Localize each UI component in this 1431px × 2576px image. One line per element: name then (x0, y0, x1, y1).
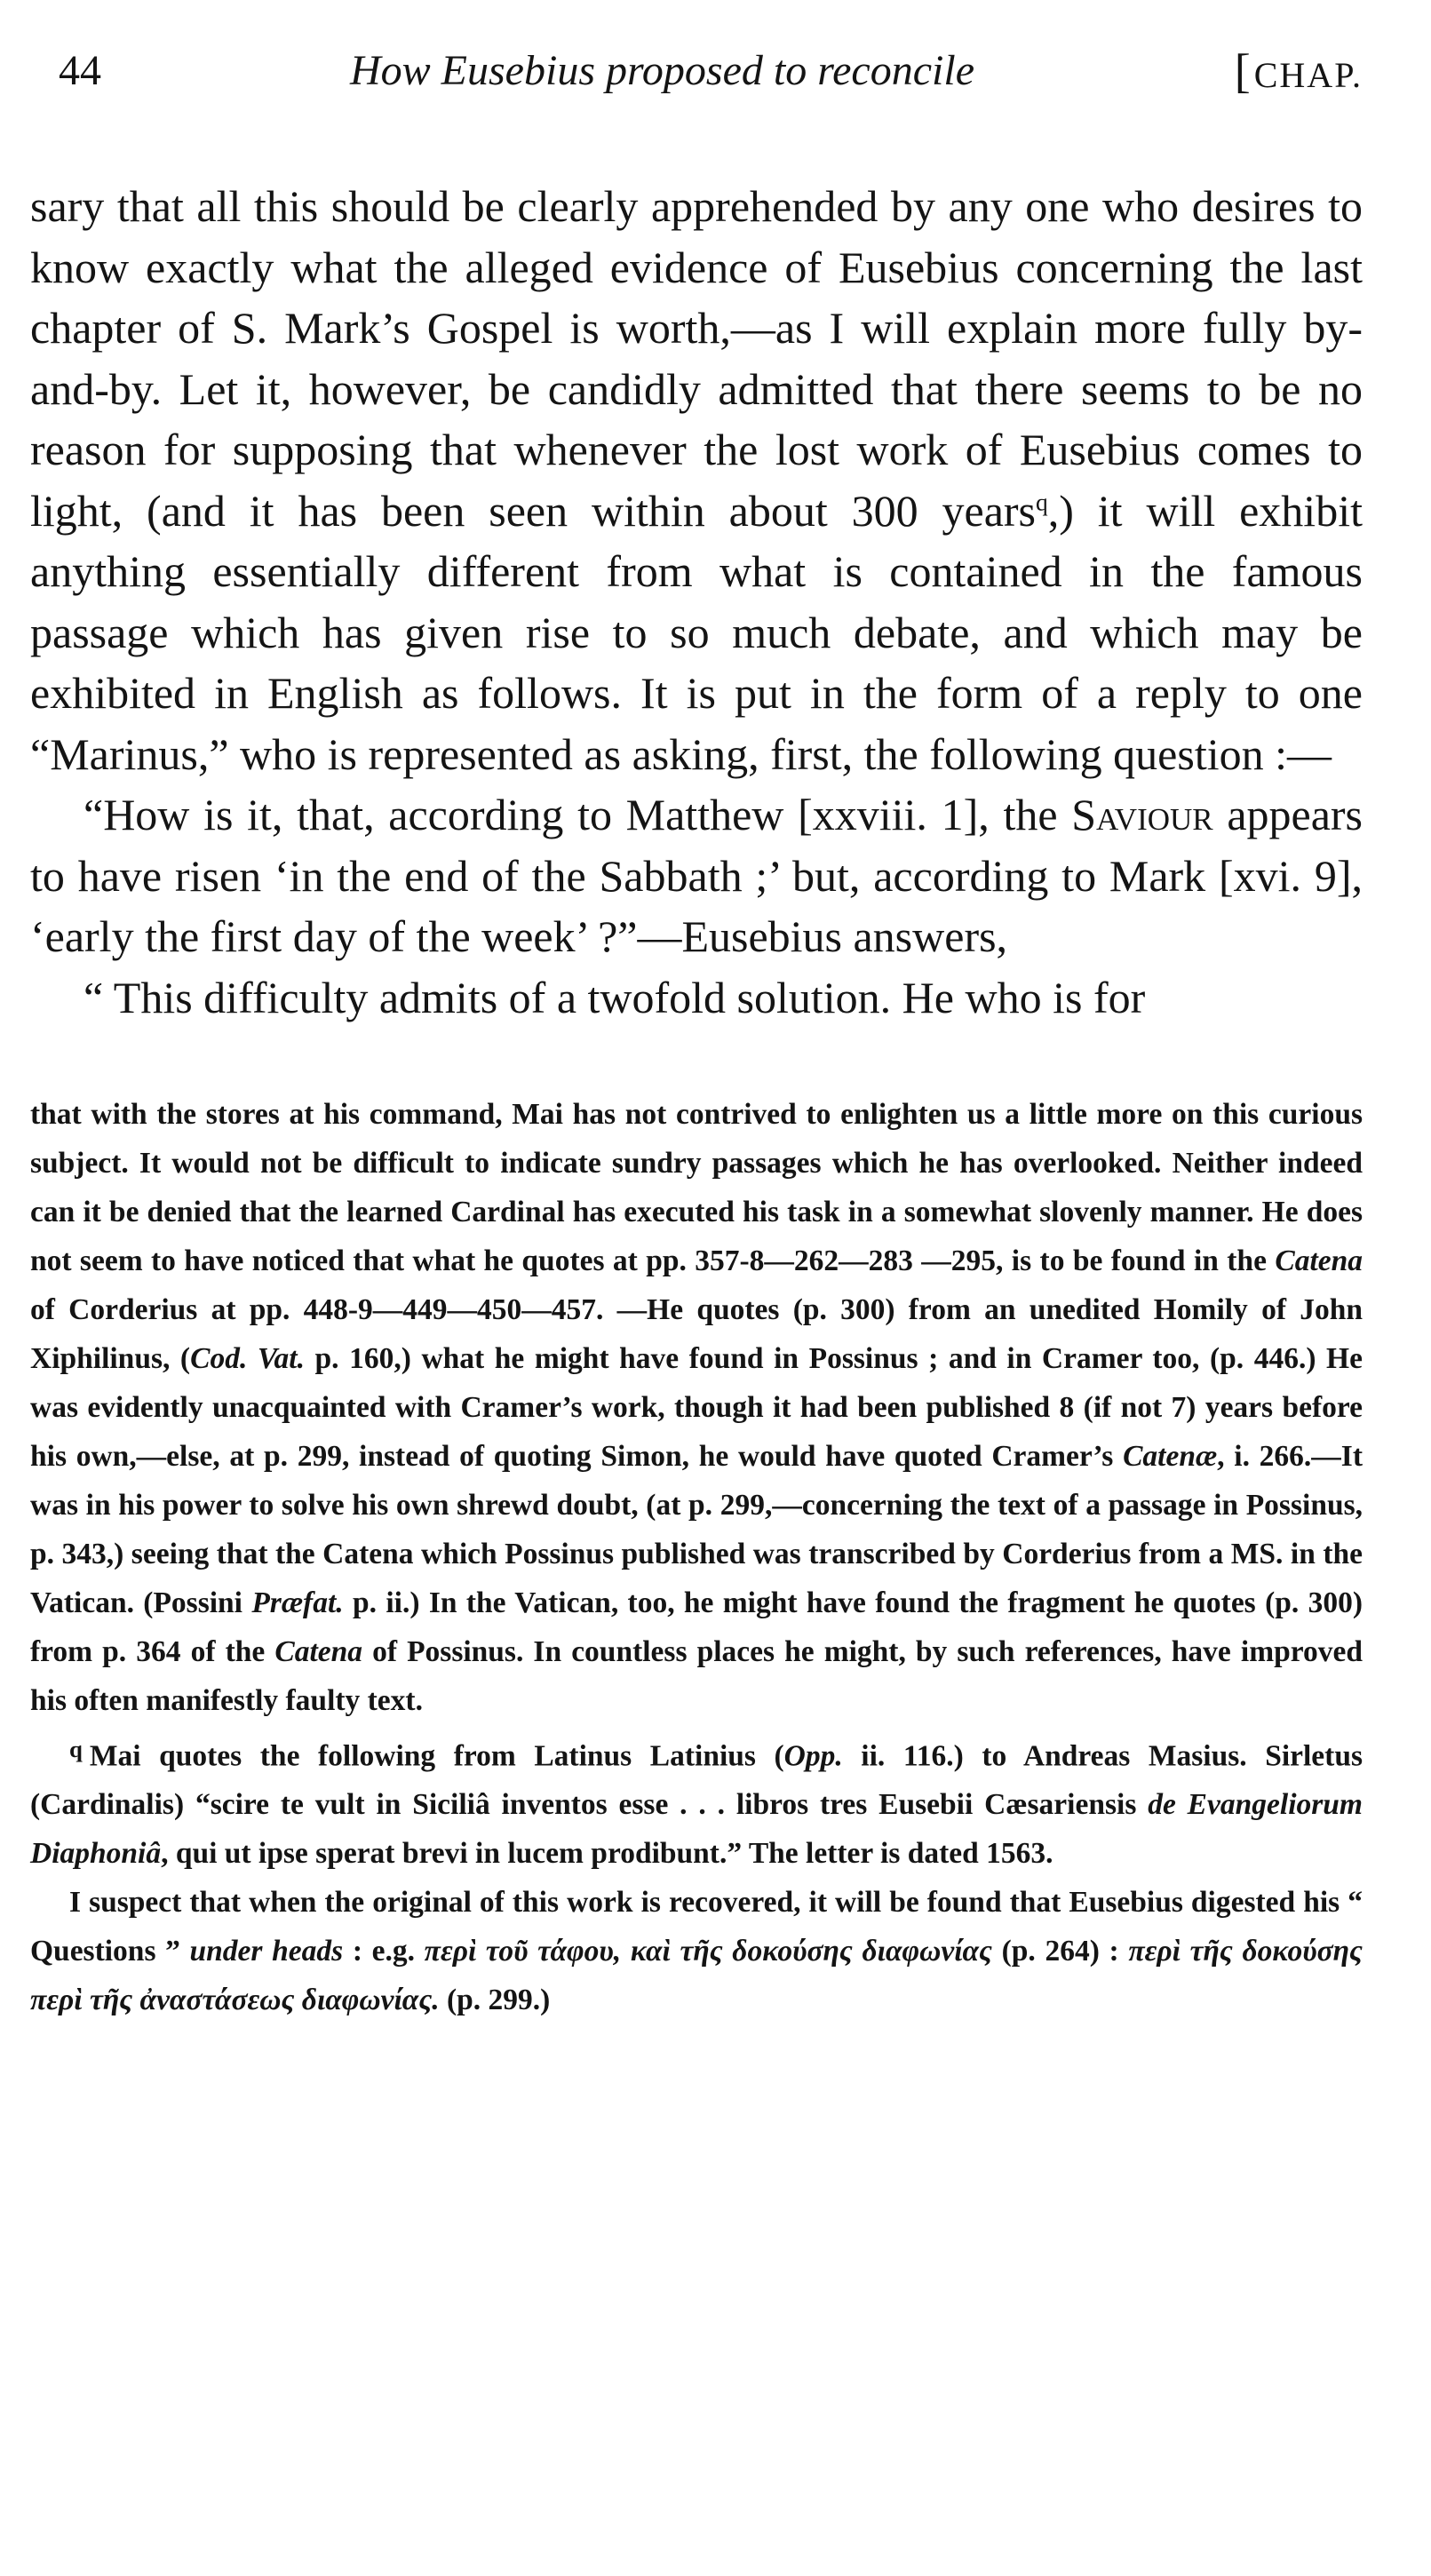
footnote-text: p. 160,) what he might have found in Possinus ; and in Cramer too, (p. 446.) He was evidently unacquainted with Cramer’s work, though it had been published 8 (if not 7) years before his own,—else, at p. 299, instead of quoting Simon, he would have quoted Cramer’s (30, 1342, 1363, 1473)
footnote-italic: Præfat. (251, 1586, 344, 1619)
footnote-q (30, 1725, 1363, 1878)
footnote-suspect (30, 1878, 1363, 2024)
footnote-text: Mai quotes the following from Latinus Latinius ( (89, 1739, 784, 1773)
footnotes (30, 1090, 1363, 2024)
footnote-text: , i. 266.—It was in his power to solve his own shrewd doubt, (at p. 299,—concerning the text of a passage in Possinus, p. 343,) seeing that the Catena which Possinus published was transcribed by Corderius from a MS. in the Vatican. (Possini (30, 1440, 1363, 1619)
body-paragraph (30, 176, 1363, 784)
footnote-text: I suspect that when the original of this work is recovered, it will be found that Eusebius digested his “ Questions ” (30, 1886, 1363, 1968)
running-head-title: How Eusebius proposed to reconcile (350, 47, 975, 94)
footnote-continuation (30, 1090, 1363, 1725)
body-paragraph (30, 967, 1363, 1029)
chapter-mark (1235, 39, 1363, 107)
footnote-greek: περὶ τοῦ τάφου, καὶ τῆς δοκούσης διαφωνίας (424, 1935, 992, 1968)
footnote-text: that with the stores at his command, Mai has not contrived to enlighten us a little more on this curious subject. It would not be difficult to indicate sundry passages which he has overlooked. Neither indeed can it be denied that the learned Cardinal has executed his task in a somewhat slovenly manner. He does not seem to have noticed that what he quotes at pp. 357-8—262—283 —295, is to be found in the (30, 1098, 1363, 1277)
footnote-reference: q (1036, 487, 1048, 515)
footnote-text: : e.g. (343, 1935, 425, 1968)
chapter-bracket: [ (1234, 44, 1252, 98)
footnote-text: (p. 299.) (439, 1984, 551, 2017)
footnote-text: of Possinus. In countless places he might, by such references, have improved his often manifestly faulty text. (30, 1635, 1363, 1717)
footnote-italic: de Evangeliorum Diaphoniâ (30, 1788, 1363, 1871)
chapter-label: CHAP. (1253, 55, 1363, 95)
footnote-italic: under heads (189, 1935, 344, 1968)
page-number: 44 (59, 47, 101, 94)
footnote-text: of Corderius at pp. 448-9—449—450—457. —He quotes (p. 300) from an unedited Homily of John Xiphilinus, ( (30, 1293, 1363, 1375)
footnote-text: p. ii.) In the Vatican, too, he might have found the fragment he quotes (p. 300) from p. 364 of the (30, 1586, 1363, 1668)
footnote-italic: Opp. (783, 1739, 843, 1773)
body-text-run: ,) it will exhibit anything essentially different from what is contained in the famous passage which has given rise to so much debate, and which may be exhibited in English as follows. It is put in the form of a reply to one “Marinus,” who is represented as asking, first, the following question :— (30, 485, 1363, 779)
main-text (30, 176, 1363, 1028)
book-page (30, 39, 1363, 2024)
footnote-italic: Catena (1275, 1244, 1363, 1277)
footnote-marker: q (69, 1736, 83, 1762)
body-text-run: sary that all this should be clearly apprehended by any one who desires to know exactly what the alleged evidence of Eusebius concerning the last chapter of S. Mark’s Gospel is worth,—as I will explain more fully by-and-by. Let it, however, be candidly admitted that there seems to be no reason for supposing that whenever the lost work of Eusebius comes to light, (and it has been seen within about 300 years (30, 181, 1363, 536)
small-caps-word: Saviour (1071, 790, 1213, 839)
footnote-italic: Catena (274, 1635, 362, 1668)
running-head (30, 39, 1363, 103)
body-text-run: appears to have risen ‘in the end of the Sabbath ;’ but, according to Mark [xvi. 9], ‘early the first day of the week’ ?”—Eusebius answers, (30, 790, 1363, 961)
footnote-italic: Cod. Vat. (190, 1342, 305, 1375)
body-paragraph (30, 784, 1363, 967)
footnote-text: (p. 264) : (991, 1935, 1129, 1968)
body-text-run: “ This difficulty admits of a twofold solution. He who is for (83, 972, 1146, 1022)
footnote-greek: περὶ τῆς δοκούσης περὶ τῆς ἀναστάσεως διαφωνίας. (30, 1935, 1363, 2017)
footnote-text: ii. 116.) to Andreas Masius. Sirletus (Cardinalis) “scire te vult in Siciliâ inventos esse . . . libros tres Eusebii Cæsariensis (30, 1739, 1363, 1822)
footnote-italic: Catenæ (1123, 1440, 1218, 1473)
footnote-text: , qui ut ipse sperat brevi in lucem prodibunt.” The letter is dated 1563. (161, 1837, 1053, 1871)
body-text-run: “How is it, that, according to Matthew [xxviii. 1], the (83, 790, 1072, 839)
